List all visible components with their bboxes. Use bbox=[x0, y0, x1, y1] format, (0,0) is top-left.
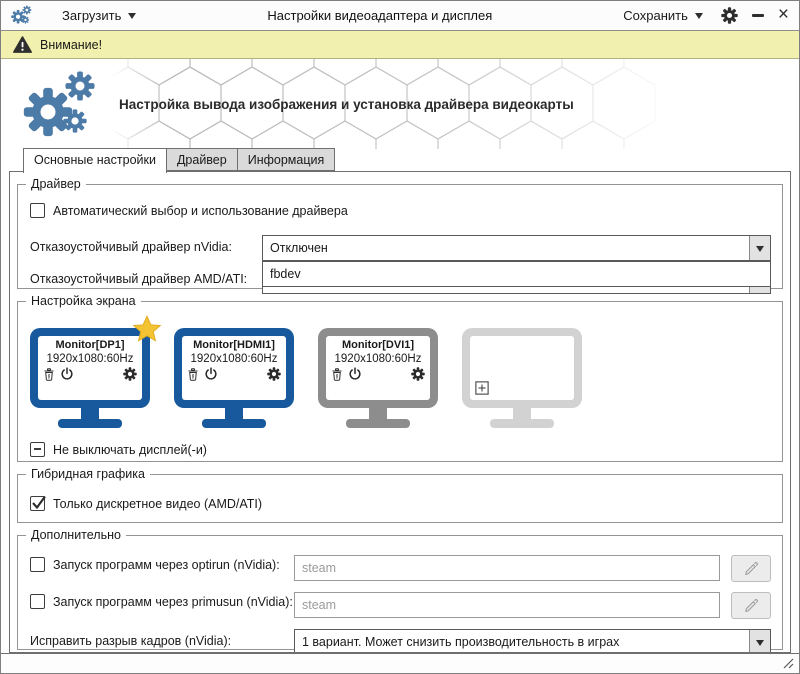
tearing-fix-label: Исправить разрыв кадров (nVidia): bbox=[30, 634, 232, 648]
monitor-resolution: 1920x1080:60Hz bbox=[46, 353, 134, 365]
monitor-list bbox=[30, 328, 582, 428]
header-area bbox=[1, 59, 799, 149]
nvidia-fallback-value: Отключен bbox=[270, 241, 328, 255]
nvidia-fallback-label: Отказоустойчивый драйвер nVidia: bbox=[30, 240, 232, 254]
extra-group-legend: Дополнительно bbox=[31, 528, 121, 542]
primusun-label: Запуск программ через primusun (nVidia): bbox=[53, 594, 293, 609]
monitor-resolution: 1920x1080:60Hz bbox=[334, 353, 422, 365]
title-bar bbox=[1, 1, 799, 31]
optirun-label: Запуск программ через optirun (nVidia): bbox=[53, 557, 280, 572]
tab-driver[interactable]: Драйвер bbox=[167, 148, 238, 171]
delete-monitor-icon[interactable] bbox=[43, 368, 55, 381]
close-button[interactable] bbox=[777, 3, 789, 25]
primusun-edit-button[interactable] bbox=[731, 592, 771, 619]
monitor-resolution: 1920x1080:60Hz bbox=[190, 353, 278, 365]
monitor-name: Monitor[HDMI1] bbox=[193, 339, 275, 351]
tab-bar bbox=[23, 148, 335, 173]
optirun-command-input[interactable] bbox=[294, 555, 720, 581]
save-button[interactable] bbox=[619, 6, 707, 25]
discrete-only-label: Только дискретное видео (AMD/ATI) bbox=[53, 496, 263, 511]
monitor-settings-gear-icon[interactable] bbox=[411, 367, 425, 381]
settings-gear-icon[interactable] bbox=[721, 7, 738, 24]
tab-main-settings[interactable]: Основные настройки bbox=[23, 148, 167, 173]
monitor-card-dp1[interactable] bbox=[30, 328, 150, 428]
primusun-row[interactable] bbox=[30, 594, 293, 609]
warning-icon bbox=[13, 36, 32, 54]
edit-pencil-icon bbox=[744, 561, 759, 576]
screen-group-legend: Настройка экрана bbox=[31, 294, 136, 308]
auto-driver-checkbox[interactable] bbox=[30, 203, 45, 218]
caret-down-icon bbox=[128, 13, 136, 23]
amd-fallback-label: Отказоустойчивый драйвер AMD/ATI: bbox=[30, 272, 248, 286]
monitor-card-empty[interactable] bbox=[462, 328, 582, 428]
page-title: Настройка вывода изображения и установка драйвера видеокарты bbox=[119, 97, 574, 112]
optirun-row[interactable] bbox=[30, 557, 280, 572]
caret-down-icon bbox=[756, 640, 764, 650]
load-button[interactable] bbox=[58, 6, 140, 25]
discrete-only-row[interactable] bbox=[30, 496, 262, 511]
monitor-card-dvi1[interactable] bbox=[318, 328, 438, 428]
gears-logo-icon bbox=[21, 69, 109, 139]
keep-displays-on-row[interactable] bbox=[30, 442, 207, 457]
minimize-button[interactable] bbox=[752, 14, 764, 17]
auto-driver-checkbox-row[interactable] bbox=[30, 203, 348, 218]
driver-group bbox=[17, 177, 783, 289]
warning-text: Внимание! bbox=[40, 37, 103, 52]
status-bar bbox=[1, 653, 799, 673]
resize-grip[interactable] bbox=[781, 656, 795, 670]
edit-pencil-icon bbox=[744, 598, 759, 613]
save-button-label: Сохранить bbox=[623, 8, 688, 23]
nvidia-fallback-dropdown-list bbox=[262, 261, 771, 287]
monitor-name: Monitor[DP1] bbox=[55, 339, 125, 351]
hybrid-graphics-group bbox=[17, 467, 783, 523]
power-monitor-icon[interactable] bbox=[348, 367, 362, 381]
tearing-fix-value: 1 вариант. Может снизить производительность в играх bbox=[302, 635, 620, 649]
app-logo-gears-icon bbox=[11, 5, 35, 27]
auto-driver-label: Автоматический выбор и использование драйвера bbox=[53, 203, 348, 218]
discrete-only-checkbox[interactable] bbox=[30, 496, 45, 511]
add-monitor-icon[interactable] bbox=[475, 381, 489, 395]
minimize-icon bbox=[752, 14, 764, 17]
caret-down-icon bbox=[695, 13, 703, 23]
delete-monitor-icon[interactable] bbox=[331, 368, 343, 381]
checkmark-icon bbox=[30, 494, 48, 512]
keep-displays-on-label: Не выключать дисплей(-и) bbox=[53, 442, 207, 457]
monitor-settings-gear-icon[interactable] bbox=[123, 367, 137, 381]
driver-group-legend: Драйвер bbox=[31, 177, 81, 191]
hybrid-graphics-legend: Гибридная графика bbox=[31, 467, 145, 481]
caret-down-icon bbox=[756, 246, 764, 256]
extra-group bbox=[17, 528, 783, 650]
primusun-command-input[interactable] bbox=[294, 592, 720, 618]
power-monitor-icon[interactable] bbox=[60, 367, 74, 381]
warning-banner bbox=[1, 31, 799, 59]
monitor-name: Monitor[DVI1] bbox=[341, 339, 415, 351]
delete-monitor-icon[interactable] bbox=[187, 368, 199, 381]
primusun-checkbox[interactable] bbox=[30, 594, 45, 609]
optirun-edit-button[interactable] bbox=[731, 555, 771, 582]
tab-information[interactable]: Информация bbox=[238, 148, 336, 171]
nvidia-fallback-select[interactable] bbox=[262, 235, 771, 261]
screen-group bbox=[17, 294, 783, 462]
nvidia-fallback-dropdown-button[interactable] bbox=[749, 236, 770, 260]
dropdown-option-fbdev[interactable]: fbdev bbox=[270, 267, 301, 281]
optirun-checkbox[interactable] bbox=[30, 557, 45, 572]
monitor-card-hdmi1[interactable] bbox=[174, 328, 294, 428]
close-icon: × bbox=[777, 3, 789, 25]
window-title: Настройки видеоадаптера и дисплея bbox=[267, 8, 493, 23]
tearing-fix-dropdown-button[interactable] bbox=[749, 630, 770, 653]
tearing-fix-select[interactable] bbox=[294, 629, 771, 653]
load-button-label: Загрузить bbox=[62, 8, 122, 23]
main-settings-page bbox=[9, 171, 791, 653]
monitor-settings-gear-icon[interactable] bbox=[267, 367, 281, 381]
keep-displays-on-checkbox[interactable] bbox=[30, 442, 45, 457]
primary-star-icon bbox=[132, 315, 162, 344]
power-monitor-icon[interactable] bbox=[204, 367, 218, 381]
